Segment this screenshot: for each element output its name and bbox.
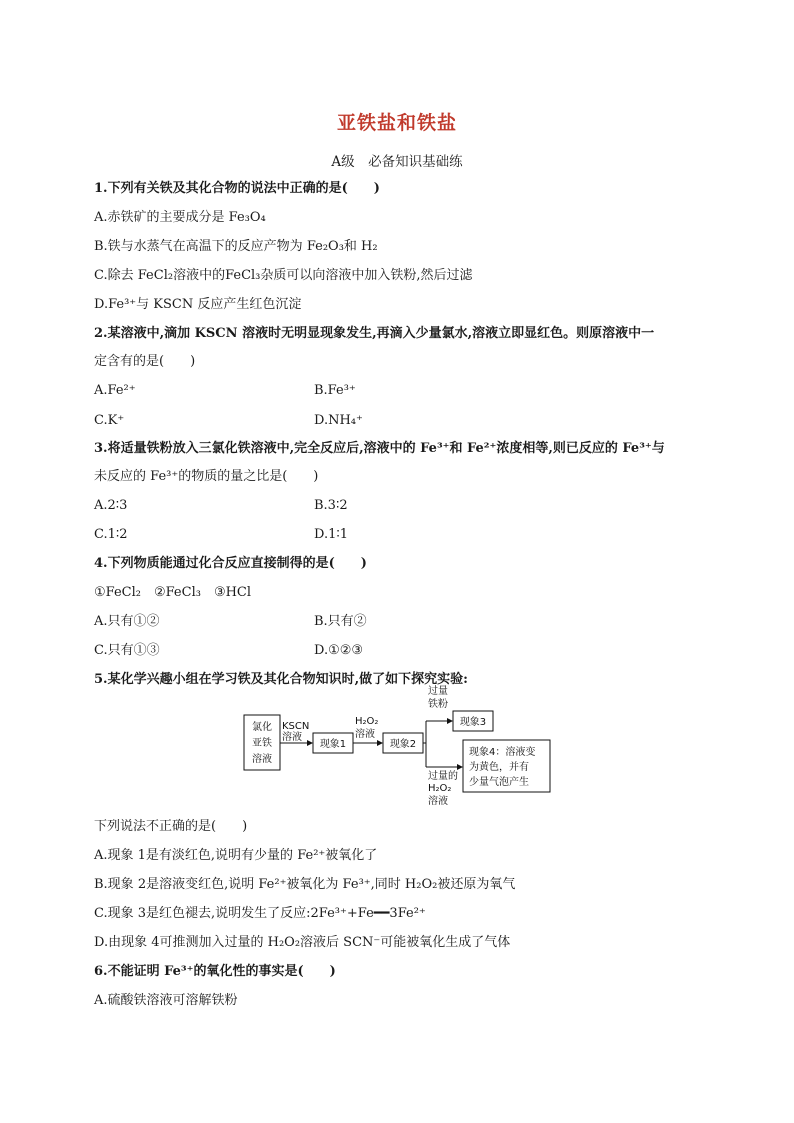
reagent3-line1: 过量 — [428, 686, 448, 697]
reagent1-line1: KSCN — [282, 721, 310, 732]
q3-stem-line1: 3.将适量铁粉放入三氯化铁溶液中,完全反应后,溶液中的 Fe³⁺和 Fe²⁺浓度相等,则已反应的 Fe³⁺与 — [94, 441, 665, 456]
q4-option-d: D.①②③ — [314, 643, 364, 658]
q6-option-a: A.硫酸铁溶液可溶解铁粉 — [94, 993, 238, 1008]
step3-label: 现象3 — [459, 717, 487, 728]
q2-option-d: D.NH₄⁺ — [314, 413, 363, 428]
q5-option-b: B.现象 2是溶液变红色,说明 Fe²⁺被氧化为 Fe³⁺,同时 H₂O₂被还原为氧气 — [94, 877, 516, 892]
start-line2: 亚铁 — [252, 738, 272, 749]
q3-option-b: B.3∶2 — [314, 498, 348, 513]
q1-option-c: C.除去 FeCl₂溶液中的FeCl₃杂质可以向溶液中加入铁粉,然后过滤 — [94, 268, 473, 283]
q5-option-a: A.现象 1是有淡红色,说明有少量的 Fe²⁺被氧化了 — [94, 848, 378, 863]
step1-label: 现象1 — [319, 739, 347, 750]
reagent4-line2: H₂O₂ — [428, 783, 452, 794]
q3-option-c: C.1∶2 — [94, 527, 128, 542]
page-title: 亚铁盐和铁盐 — [336, 112, 457, 134]
q4-option-c: C.只有①③ — [94, 643, 160, 658]
q2-stem-line2: 定含有的是( ) — [94, 354, 196, 369]
q6-stem: 6.不能证明 Fe³⁺的氧化性的事实是( ) — [94, 964, 336, 979]
q4-row-ab — [94, 613, 367, 631]
reagent3-line2: 铁粉 — [428, 699, 448, 710]
reagent4-line3: 溶液 — [428, 796, 448, 807]
q4-option-b: B.只有② — [314, 614, 367, 629]
step4-line3: 少量气泡产生 — [469, 777, 529, 788]
q4-row-cd — [94, 642, 364, 660]
q2-row-cd — [94, 412, 363, 430]
q4-option-a: A.只有①② — [94, 614, 160, 629]
q4-stem: 4.下列物质能通过化合反应直接制得的是( ) — [94, 556, 367, 571]
step2-label: 现象2 — [389, 739, 417, 750]
q5-stem: 5.某化学兴趣小组在学习铁及其化合物知识时,做了如下探究实验: — [94, 672, 468, 687]
q1-stem: 1.下列有关铁及其化合物的说法中正确的是( ) — [94, 181, 380, 196]
q1-option-d: D.Fe³⁺与 KSCN 反应产生红色沉淀 — [94, 297, 302, 312]
reagent2-line1: H₂O₂ — [355, 716, 379, 727]
step4-line2: 为黄色，并有 — [469, 762, 529, 773]
q3-stem-line2: 未反应的 Fe³⁺的物质的量之比是( ) — [94, 469, 319, 484]
step4-line1: 现象4：溶液变 — [469, 747, 536, 758]
q3-option-d: D.1∶1 — [314, 527, 349, 542]
experiment-flow-diagram — [243, 684, 553, 810]
q4-items: ①FeCl₂ ②FeCl₃ ③HCl — [94, 585, 252, 600]
start-line1: 氯化 — [252, 722, 272, 733]
q2-option-a: A.Fe²⁺ — [94, 383, 136, 398]
q1-option-b: B.铁与水蒸气在高温下的反应产物为 Fe₂O₃和 H₂ — [94, 239, 378, 254]
q2-stem-line1: 2.某溶液中,滴加 KSCN 溶液时无明显现象发生,再滴入少量氯水,溶液立即显红色。则原溶液中一 — [94, 326, 655, 341]
q5-option-d: D.由现象 4可推测加入过量的 H₂O₂溶液后 SCN⁻可能被氧化生成了气体 — [94, 935, 511, 950]
q3-row-ab — [94, 497, 348, 515]
q1-option-a: A.赤铁矿的主要成分是 Fe₃O₄ — [94, 210, 266, 225]
section-heading: A级 必备知识基础练 — [331, 154, 463, 170]
q5-option-c: C.现象 3是红色褪去,说明发生了反应:2Fe³⁺+Fe━━3Fe²⁺ — [94, 906, 426, 921]
q3-row-cd — [94, 526, 349, 544]
q2-option-c: C.K⁺ — [94, 413, 125, 428]
reagent2-line2: 溶液 — [355, 729, 375, 740]
q3-option-a: A.2∶3 — [94, 498, 128, 513]
start-line3: 溶液 — [252, 754, 272, 765]
q2-option-b: B.Fe³⁺ — [314, 383, 356, 398]
flow-diagram-svg — [243, 684, 553, 810]
reagent4-line1: 过量的 — [428, 771, 458, 782]
q2-row-ab — [94, 382, 356, 400]
reagent1-line2: 溶液 — [282, 732, 302, 743]
q5-ask: 下列说法不正确的是( ) — [94, 819, 248, 834]
